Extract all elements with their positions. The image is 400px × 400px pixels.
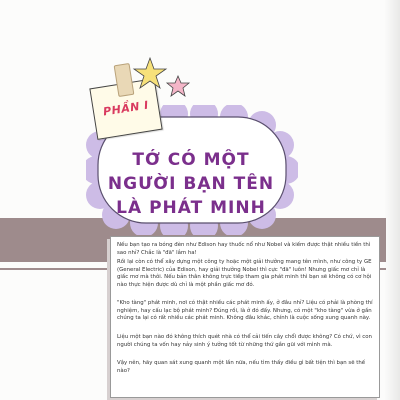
title-line-1: TỚ CÓ MỘT xyxy=(132,150,250,170)
text-box xyxy=(110,236,380,398)
paragraph-1: Nếu bạn tạo ra bóng đèn như Edison hay thuốc nổ như Nobel và kiếm được thật nhiều tiền thì sao nhỉ? Chắc là "đã" lắm ha! xyxy=(117,242,371,256)
paragraph-4: Liệu một bạn nào đó không thích quét nhà có thể cải tiến cây chổi được không? Có chứ, vì con người chúng ta vốn hay nảy sinh ý tưởng tốt từ những thứ gần gũi với mình mà. xyxy=(117,334,372,348)
section-tag-label: PHẦN I xyxy=(102,98,150,119)
paragraph-5: Vậy nên, hãy quan sát xung quanh một lần nữa, nếu tìm thấy điều gì bất tiện thì bạn sẽ thế nào? xyxy=(117,360,366,374)
pink-star-icon xyxy=(167,76,189,96)
spine-shadow xyxy=(384,0,400,400)
title-line-2: NGƯỜI BẠN TÊN xyxy=(107,174,275,194)
title-line-3: LÀ PHÁT MINH xyxy=(116,198,266,218)
paragraph-2: Rồi lại còn có thể xây dựng một công ty hoặc một giải thưởng mang tên mình, như công ty GE (General Electric) của Edison, hay giải thưởng Nobel thì cực "đã" luôn! Nhưng giấc mơ chỉ là giấc mơ mà thôi. Nếu bản thân không trực tiếp tham gia phát minh thì bạn sẽ không có cơ hội nào thực hiện được dù chỉ là một phần giấc mơ đó. xyxy=(117,259,372,288)
paragraph-3: "Kho tàng" phát minh, nơi có thật nhiều các phát minh ấy, ở đâu nhỉ? Liệu có phải là phòng thí nghiệm, hay cấu lạc bộ phát minh? Đúng rồi, là ở đó đấy. Nhưng, có một "kho tàng" vừa ở gần chúng ta lại có rất nhiều các phát minh. Không đâu khác, chính là cuộc sống xung quanh này. xyxy=(117,300,373,322)
stars-decoration xyxy=(132,56,192,101)
yellow-star-icon xyxy=(134,58,166,88)
